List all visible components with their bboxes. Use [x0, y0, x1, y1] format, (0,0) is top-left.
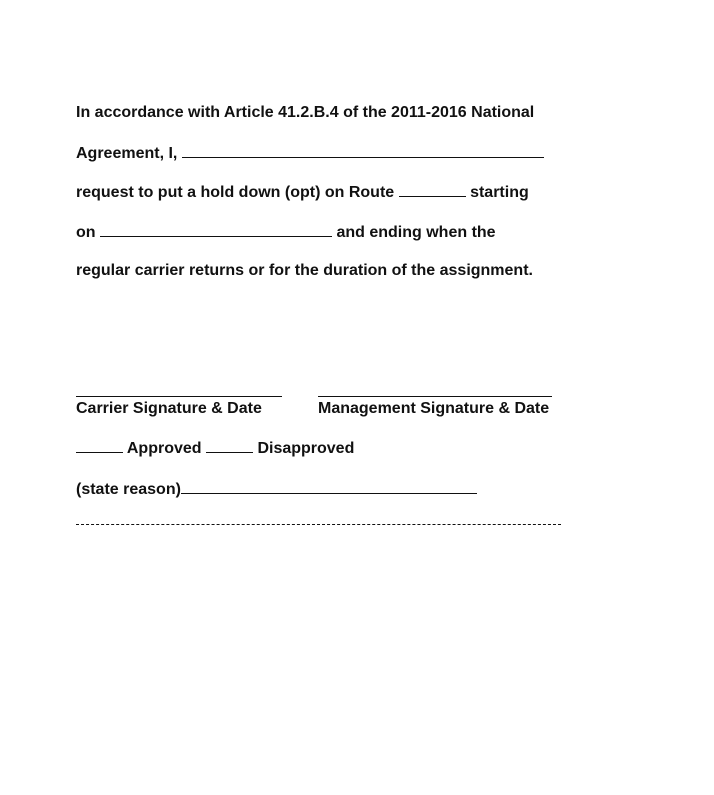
starting-text: starting	[470, 184, 529, 201]
on-text: on	[76, 224, 96, 241]
route-number-field[interactable]	[399, 182, 466, 197]
reason-field[interactable]	[181, 479, 477, 494]
route-line	[76, 182, 529, 203]
agreement-text: Agreement, I,	[76, 145, 178, 162]
approved-field[interactable]	[76, 438, 123, 453]
management-signature-field[interactable]	[318, 396, 552, 397]
approved-label: Approved	[126, 440, 202, 457]
approval-line	[76, 438, 354, 459]
duration-text: regular carrier returns or for the duration of the assignment.	[76, 262, 533, 279]
disapproved-label: Disapproved	[257, 440, 355, 457]
intro-line	[76, 103, 534, 123]
reason-label: (state reason)	[76, 481, 181, 498]
start-date-field[interactable]	[100, 222, 332, 237]
disapproved-field[interactable]	[206, 438, 253, 453]
start-date-line	[76, 222, 496, 243]
route-text: request to put a hold down (opt) on Route	[76, 184, 395, 201]
cut-line-divider	[76, 524, 561, 525]
intro-text: In accordance with Article 41.2.B.4 of the 2011-2016 National	[76, 104, 535, 121]
carrier-name-field[interactable]	[182, 143, 544, 158]
reason-line	[76, 479, 477, 500]
ending-text: and ending when the	[336, 224, 496, 241]
agreement-line	[76, 143, 544, 164]
carrier-signature-field[interactable]	[76, 396, 282, 397]
management-signature-label: Management Signature & Date	[318, 400, 550, 417]
duration-line	[76, 261, 533, 281]
carrier-signature-label: Carrier Signature & Date	[76, 400, 262, 417]
